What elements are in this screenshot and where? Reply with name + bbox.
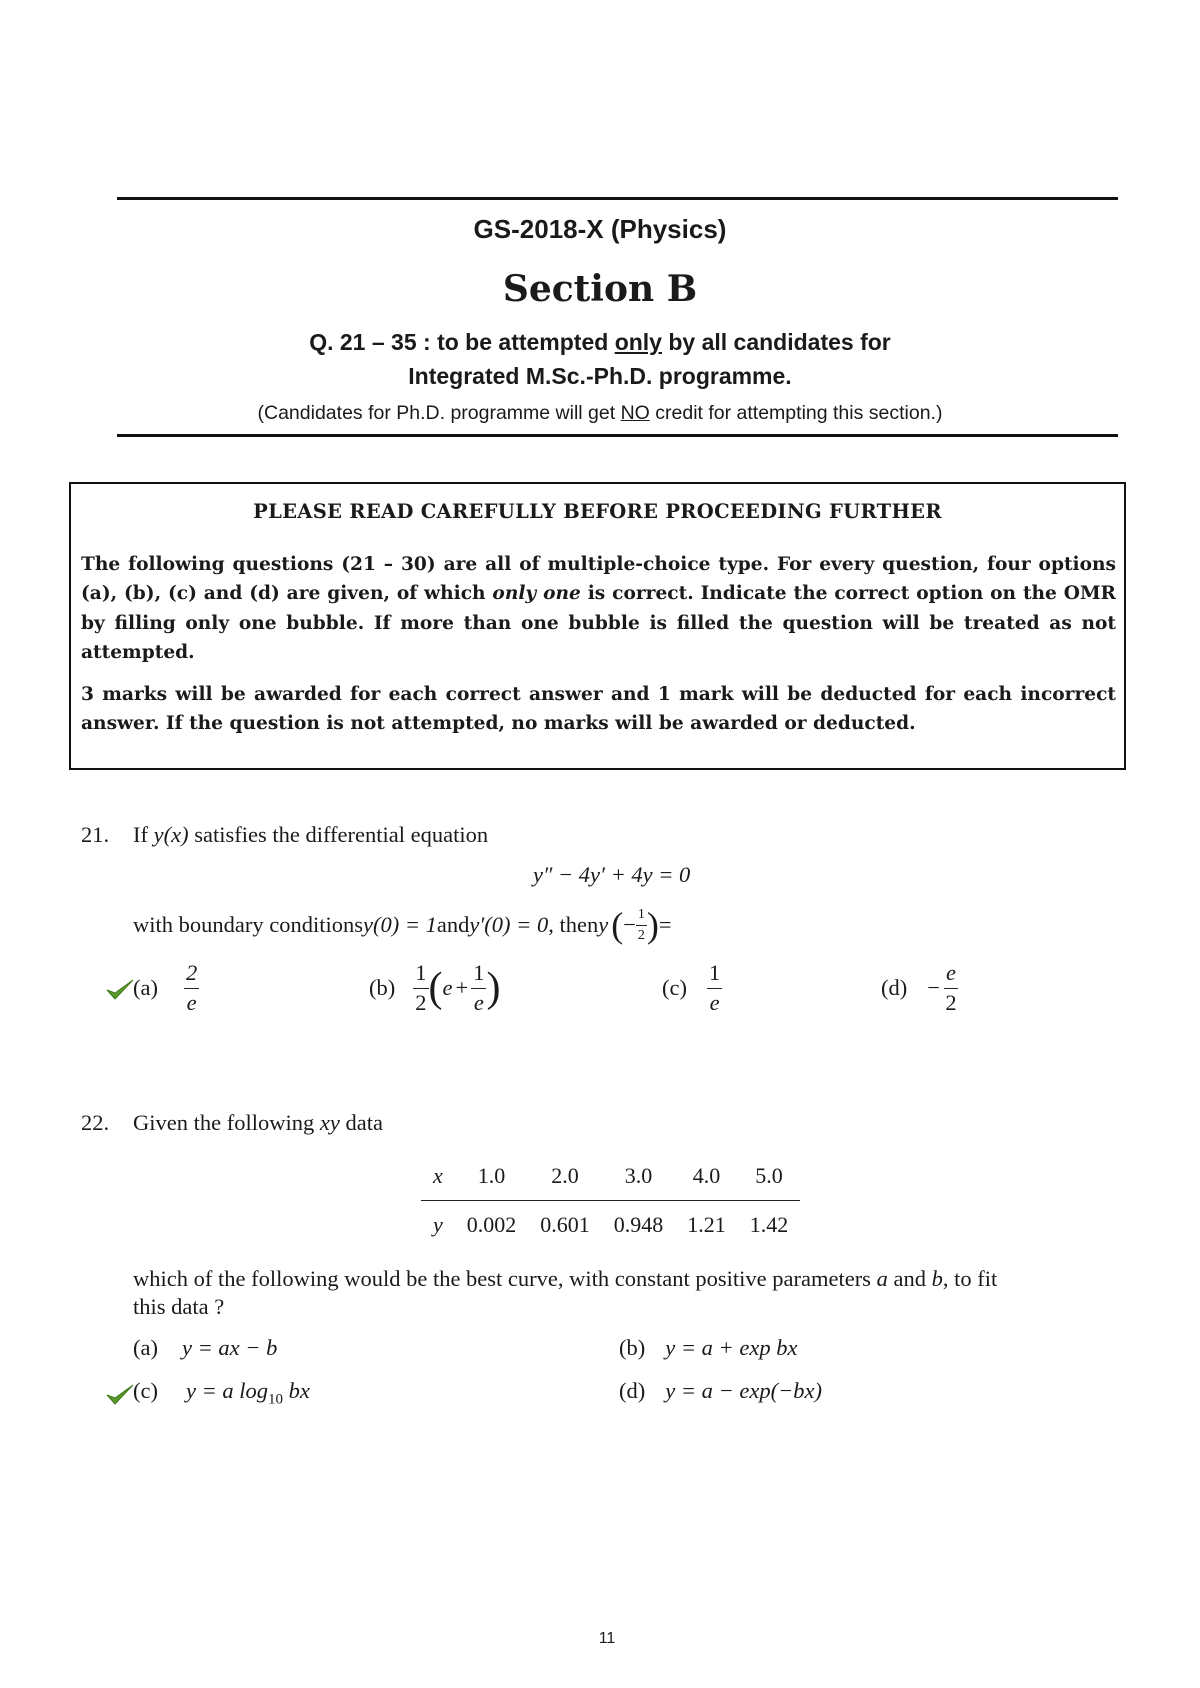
- q22-followup: which of the following would be the best curve, with constant positive parameters a and b, to fit this data ?: [133, 1266, 998, 1319]
- q22-correct-checkmark-icon: [105, 1383, 135, 1407]
- q21-conditions: with boundary conditions y(0) = 1 and y′(0) = 0 , then y ( − $\frac{1}{2}$ ) =: [133, 905, 672, 945]
- q22-option-c[interactable]: (c) y = a $\log_{10}$ bx: [133, 1378, 310, 1408]
- page-number: 11: [598, 1630, 616, 1647]
- q21-option-c[interactable]: (c) $\frac{1}{e}$: [662, 960, 721, 1015]
- table-cell: 0.601: [540, 1212, 590, 1237]
- q21-option-a[interactable]: (a) $\frac{2}{e}$: [133, 960, 198, 1015]
- q21-stem: If y(x) satisfies the differential equation: [133, 822, 489, 847]
- question-range: Q. 21 – 35 : to be attempted only by all candidates for Integrated M.Sc.-Ph.D. programme.: [309, 329, 891, 389]
- table-cell: 0.002: [466, 1212, 517, 1237]
- q21-correct-checkmark-icon: [105, 978, 135, 1002]
- q22-stem: Given the following xy data: [133, 1110, 383, 1135]
- q21-equation: y″ − 4y′ + 4y = 0: [533, 862, 691, 887]
- table-cell: x: [421, 1152, 455, 1201]
- table-row-y: [421, 1201, 800, 1250]
- table-cell: 1.21: [687, 1212, 726, 1237]
- table-cell: y: [433, 1212, 443, 1237]
- q21-option-d[interactable]: (d) − $\frac{e}{2}$: [881, 960, 957, 1015]
- table-cell: 0.948: [613, 1212, 664, 1237]
- q21-option-b[interactable]: (b) $\frac{1}{2}$ ( e + $\frac{1}{e}$ ): [369, 960, 501, 1015]
- top-rule: [117, 197, 1118, 200]
- q22-number: 22.: [81, 1110, 110, 1135]
- q22-option-b[interactable]: (b) y = a + exp bx: [619, 1335, 798, 1360]
- table-cell: 5.0: [738, 1152, 801, 1201]
- table-cell: 2.0: [528, 1152, 602, 1201]
- q22-option-a[interactable]: (a) y = ax − b: [133, 1335, 278, 1360]
- table-cell: 3.0: [602, 1152, 676, 1201]
- q22-option-d[interactable]: (d) y = a − exp(−bx): [619, 1378, 822, 1403]
- exam-title: GS-2018-X (Physics): [473, 214, 727, 244]
- instruction-box: [69, 482, 1126, 770]
- table-cell: 1.0: [455, 1152, 529, 1201]
- table-cell: 1.42: [749, 1212, 789, 1237]
- instruction-heading: PLEASE READ CAREFULLY BEFORE PROCEEDING FURTHER: [253, 500, 942, 523]
- table-row-x: [421, 1152, 800, 1201]
- section-title: Section B: [502, 268, 698, 310]
- q22-data-table: [421, 1152, 800, 1249]
- phd-note: (Candidates for Ph.D. programme will get NO credit for attempting this section.): [257, 402, 943, 424]
- instruction-para-1: The following questions (21 – 30) are all of multiple-choice type. For every question, four options (a), (b), (c) and (d) are given, of which only one is correct. Indicate the correct option on the OMR by filling only one bubble. If more than one bubble is filled the question will be treated as not attempted.: [81, 554, 1116, 663]
- instruction-para-2: 3 marks will be awarded for each correct answer and 1 mark will be deducted for each incorrect answer. If the question is not attempted, no marks will be awarded or deducted.: [81, 684, 1116, 735]
- bottom-rule: [117, 434, 1118, 437]
- table-cell: 4.0: [675, 1152, 738, 1201]
- q21-number: 21.: [81, 822, 110, 847]
